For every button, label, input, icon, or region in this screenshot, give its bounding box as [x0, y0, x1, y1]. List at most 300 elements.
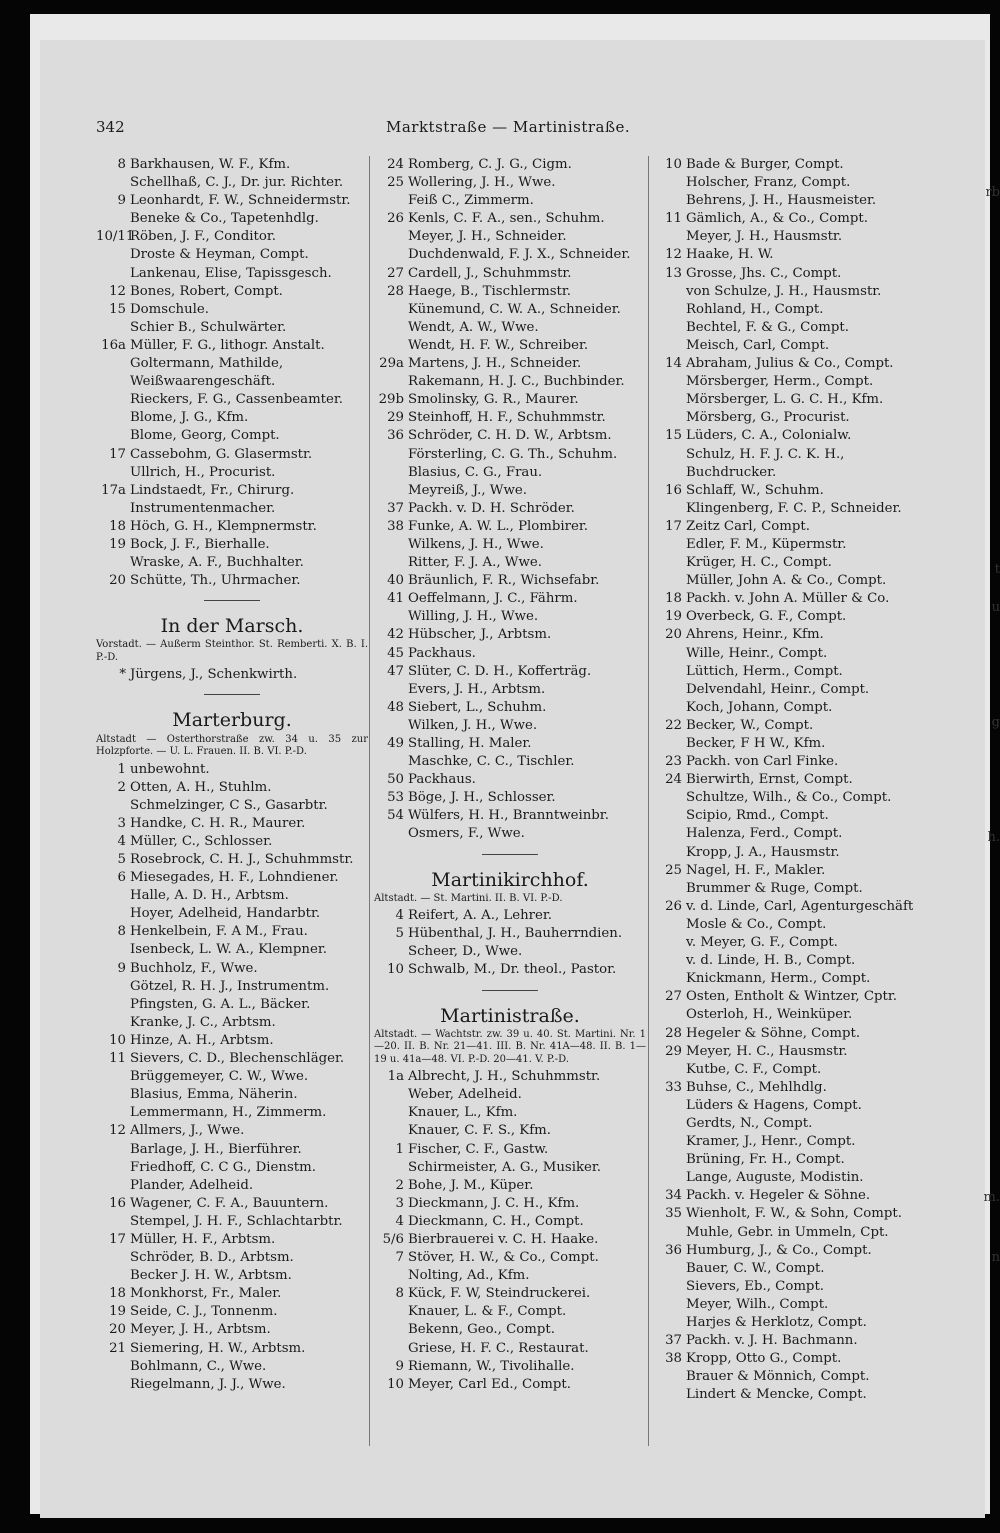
house-number: 4: [395, 908, 404, 924]
resident-text: Dieckmann, J. C. H., Kfm.: [408, 1195, 580, 1211]
resident-text: Scheer, D., Wwe.: [408, 944, 523, 960]
directory-entry: [374, 210, 646, 228]
directory-entry: [374, 789, 646, 807]
directory-entry: [374, 943, 646, 961]
section-title: Martinikirchhof.: [431, 868, 589, 891]
resident-text: Henkelbein, F. A M., Frau.: [130, 924, 308, 940]
resident-text: Seide, C. J., Tonnenm.: [130, 1304, 278, 1320]
resident-text: Künemund, C. W. A., Schneider.: [408, 301, 621, 317]
directory-entry: [652, 735, 932, 753]
directory-entry: [374, 961, 646, 979]
directory-entry: [652, 1242, 932, 1260]
resident-text: Halenza, Ferd., Compt.: [686, 826, 843, 842]
house-number: 45: [387, 645, 404, 661]
directory-entry: [96, 337, 368, 355]
directory-entry: [96, 797, 368, 815]
resident-text: Smolinsky, G. R., Maurer.: [408, 392, 579, 408]
resident-text: Becker, W., Compt.: [686, 717, 814, 733]
directory-entry: [652, 988, 932, 1006]
directory-entry: [96, 1303, 368, 1321]
section-title: Martinistraße.: [440, 1004, 580, 1027]
directory-entry: [96, 265, 368, 283]
section-title: In der Marsch.: [160, 615, 304, 638]
entry-list: [374, 1068, 646, 1394]
resident-text: Lüders & Hagens, Compt.: [686, 1097, 862, 1113]
directory-entry: [96, 283, 368, 301]
resident-text: Feiß C., Zimmerm.: [408, 193, 534, 209]
directory-entry: [96, 923, 368, 941]
resident-text: Kück, F. W, Steindruckerei.: [408, 1286, 591, 1302]
house-number: 25: [387, 175, 404, 191]
directory-entry: [374, 1376, 646, 1394]
resident-text: Romberg, C. J. G., Cigm.: [408, 157, 572, 172]
resident-text: Pfingsten, G. A. L., Bäcker.: [130, 996, 311, 1012]
entry-list: [96, 666, 368, 684]
house-number: 36: [387, 428, 404, 444]
section-description: Altstadt. — Wachtstr. zw. 39 u. 40. St. Martini. Nr. 1—20. II. B. Nr. 21—41. III. B. Nr. 41A—48. II. B. 1—19 u. 41a—48. VI. P.-D. 20—41. V. P.-D.: [374, 1028, 646, 1065]
resident-text: Wendt, H. F. W., Schreiber.: [408, 337, 589, 353]
resident-text: Osten, Entholt & Wintzer, Cptr.: [686, 989, 897, 1005]
resident-text: Müller, F. G., lithogr. Anstalt.: [130, 337, 325, 353]
house-number: 19: [665, 609, 682, 625]
house-number: 4: [395, 1213, 404, 1229]
directory-entry: [374, 1195, 646, 1213]
directory-entry: [374, 1340, 646, 1358]
house-number: 28: [665, 1025, 682, 1041]
section-divider: [204, 600, 260, 601]
directory-entry: [652, 427, 932, 445]
resident-text: Müller, John A. & Co., Compt.: [686, 573, 887, 589]
resident-text: unbewohnt.: [130, 761, 210, 777]
directory-entry: [96, 960, 368, 978]
directory-entry: [96, 319, 368, 337]
directory-entry: [96, 978, 368, 996]
resident-text: Handke, C. H. R., Maurer.: [130, 815, 306, 831]
directory-entry: [96, 1195, 368, 1213]
directory-entry: [652, 1224, 932, 1242]
resident-text: Ullrich, H., Procurist.: [130, 464, 276, 480]
directory-entry: [374, 771, 646, 789]
resident-text: Hübenthal, J. H., Bauherrndien.: [408, 926, 623, 942]
section-description: Altstadt — Osterthorstraße zw. 34 u. 35 zur Holzpforte. — U. L. Frauen. II. B. VI. P.-D.: [96, 733, 368, 758]
directory-entry: [96, 1321, 368, 1339]
resident-text: Böge, J. H., Schlosser.: [408, 790, 556, 806]
resident-text: Muhle, Gebr. in Ummeln, Cpt.: [686, 1224, 889, 1240]
house-number: 26: [665, 898, 682, 914]
directory-entry: [374, 645, 646, 663]
house-number: 16: [109, 1195, 126, 1211]
directory-entry: [652, 934, 932, 952]
resident-text: Kramer, J., Henr., Compt.: [686, 1134, 856, 1150]
resident-text: Nolting, Ad., Kfm.: [408, 1268, 530, 1284]
house-number: 12: [109, 283, 126, 299]
resident-text: Meyer, H. C., Hausmstr.: [686, 1043, 848, 1059]
directory-entry: [374, 1213, 646, 1231]
house-number: 29: [665, 1043, 682, 1059]
directory-entry: [652, 645, 932, 663]
resident-text: Plander, Adelheid.: [130, 1177, 254, 1193]
resident-text: Nagel, H. F., Makler.: [686, 862, 826, 878]
directory-entry: [652, 1278, 932, 1296]
house-number: 11: [109, 1051, 126, 1067]
resident-text: Meyer, J. H., Schneider.: [408, 229, 567, 245]
house-number: 8: [117, 157, 126, 172]
resident-text: Wilkens, J. H., Wwe.: [408, 536, 544, 552]
directory-entry: [374, 590, 646, 608]
directory-entry: [96, 1122, 368, 1140]
resident-text: Siebert, L., Schuhm.: [408, 699, 547, 715]
directory-entry: [374, 1068, 646, 1086]
directory-entry: [374, 717, 646, 735]
resident-text: Haake, H. W.: [686, 247, 774, 263]
resident-text: Ritter, F. J. A., Wwe.: [408, 555, 542, 571]
house-number: 22: [665, 717, 682, 733]
directory-entry: [652, 844, 932, 862]
resident-text: Mörsberg, G., Procurist.: [686, 410, 850, 426]
directory-entry: [652, 825, 932, 843]
resident-text: Knickmann, Herm., Compt.: [686, 971, 871, 987]
resident-text: Humburg, J., & Co., Compt.: [686, 1242, 872, 1258]
directory-entry: [374, 753, 646, 771]
directory-entry: [652, 862, 932, 880]
directory-entry: [652, 590, 932, 608]
section-description: Vorstadt. — Außerm Steinthor. St. Remberti. X. B. I. P.-D.: [96, 639, 368, 663]
directory-entry: [652, 1079, 932, 1097]
resident-text: Reifert, A. A., Lehrer.: [408, 908, 553, 924]
resident-text: Lüttich, Herm., Compt.: [686, 663, 843, 679]
resident-text: Halle, A. D. H., Arbtsm.: [130, 888, 289, 904]
resident-text: Rieckers, F. G., Cassenbeamter.: [130, 392, 344, 408]
resident-text: Steinhoff, H. F., Schuhmmstr.: [408, 410, 606, 426]
resident-text: Klingenberg, F. C. P., Schneider.: [686, 500, 902, 516]
directory-entry: [96, 1086, 368, 1104]
directory-entry: [374, 1303, 646, 1321]
directory-entry: [652, 1169, 932, 1187]
house-number: 42: [387, 627, 404, 643]
directory-entry: [96, 174, 368, 192]
house-number: 26: [387, 211, 404, 227]
resident-text: Lindert & Mencke, Compt.: [686, 1387, 867, 1403]
resident-text: Kenls, C. F. A., sen., Schuhm.: [408, 211, 605, 227]
resident-text: Götzel, R. H. J., Instrumentm.: [130, 978, 330, 994]
directory-entry: [374, 554, 646, 572]
resident-text: Weber, Adelheid.: [408, 1087, 522, 1103]
directory-entry: [374, 446, 646, 464]
house-number: *: [119, 667, 126, 683]
directory-entry: [96, 779, 368, 797]
house-number: 47: [387, 663, 404, 679]
directory-entry: [96, 1050, 368, 1068]
resident-text: Goltermann, Mathilde, Weißwaarengeschäft.: [130, 356, 284, 390]
house-number: 53: [387, 790, 404, 806]
house-number: 12: [665, 247, 682, 263]
resident-text: Domschule.: [130, 301, 210, 317]
house-number: 24: [665, 772, 682, 788]
section-title: Marterburg.: [172, 709, 292, 732]
directory-entry: [374, 319, 646, 337]
resident-text: Wraske, A. F., Buchhalter.: [130, 555, 304, 571]
resident-text: Meyer, J. H., Hausmstr.: [686, 229, 843, 245]
house-number: 1: [117, 761, 126, 777]
house-number: 15: [109, 301, 126, 317]
resident-text: Fischer, C. F., Gastw.: [408, 1141, 549, 1157]
resident-text: Isenbeck, L. W. A., Klempner.: [130, 942, 327, 958]
house-number: 1a: [387, 1069, 404, 1085]
resident-text: Knauer, L. & F., Compt.: [408, 1304, 567, 1320]
resident-text: Meyer, Carl Ed., Compt.: [408, 1376, 571, 1392]
directory-entry: [96, 156, 368, 174]
house-number: 19: [109, 1304, 126, 1320]
directory-entry: [652, 265, 932, 283]
resident-text: Brüning, Fr. H., Compt.: [686, 1152, 845, 1168]
resident-text: Wollering, J. H., Wwe.: [408, 175, 556, 191]
resident-text: Miesegades, H. F., Lohndiener.: [130, 870, 339, 886]
resident-text: Wagener, C. F. A., Bauuntern.: [130, 1195, 329, 1211]
resident-text: Packh. v. J. H. Bachmann.: [686, 1333, 858, 1349]
directory-entry: [652, 663, 932, 681]
directory-entry: [652, 1151, 932, 1169]
resident-text: Albrecht, J. H., Schuhmmstr.: [408, 1069, 601, 1085]
directory-entry: [652, 753, 932, 771]
entry-list: [374, 156, 646, 844]
adjacent-page-bleed: [983, 0, 1000, 1533]
resident-text: Grosse, Jhs. C., Compt.: [686, 265, 842, 281]
directory-entry: [96, 355, 368, 391]
resident-text: Becker J. H. W., Arbtsm.: [130, 1268, 292, 1284]
directory-entry: [96, 1249, 368, 1267]
resident-text: Meyer, Wilh., Compt.: [686, 1296, 829, 1312]
resident-text: Ahrens, Heinr., Kfm.: [686, 627, 824, 643]
directory-entry: [374, 265, 646, 283]
directory-entry: [96, 228, 368, 246]
house-number: 15: [665, 428, 682, 444]
directory-entry: [652, 1386, 932, 1404]
house-number: 36: [665, 1242, 682, 1258]
directory-entry: [652, 717, 932, 735]
house-number: 27: [665, 989, 682, 1005]
directory-entry: [374, 1267, 646, 1285]
resident-text: Siemering, H. W., Arbtsm.: [130, 1340, 306, 1356]
resident-text: Packh. v. Hegeler & Söhne.: [686, 1188, 871, 1204]
directory-entry: [96, 1032, 368, 1050]
resident-text: Packh. von Carl Finke.: [686, 754, 839, 770]
directory-entry: [652, 898, 932, 916]
entry-list: [96, 761, 368, 1394]
resident-text: Lemmermann, H., Zimmerm.: [130, 1105, 327, 1121]
house-number: 5: [117, 852, 126, 867]
directory-entry: [96, 761, 368, 779]
resident-text: Mörsberger, L. G. C. H., Kfm.: [686, 392, 884, 408]
house-number: 18: [665, 591, 682, 607]
directory-entry: [96, 464, 368, 482]
resident-text: Leonhardt, F. W., Schneidermstr.: [130, 193, 351, 209]
resident-text: Abraham, Julius & Co., Compt.: [686, 356, 894, 372]
resident-text: Monkhorst, Fr., Maler.: [130, 1286, 282, 1302]
directory-entry: [652, 192, 932, 210]
directory-entry: [96, 409, 368, 427]
resident-text: Schlaff, W., Schuhm.: [686, 482, 824, 498]
resident-text: Blasius, Emma, Näherin.: [130, 1087, 298, 1103]
directory-entry: [374, 735, 646, 753]
directory-entry: [96, 869, 368, 887]
house-number: 1: [395, 1141, 404, 1157]
resident-text: Försterling, C. G. Th., Schuhm.: [408, 446, 618, 462]
directory-entry: [374, 301, 646, 319]
resident-text: Blome, Georg, Compt.: [130, 428, 280, 444]
resident-text: Schirmeister, A. G., Musiker.: [408, 1159, 602, 1175]
bleed-letter: m.: [983, 1190, 1000, 1205]
resident-text: Jürgens, J., Schenkwirth.: [130, 667, 298, 683]
house-number: 20: [109, 573, 126, 589]
resident-text: Riemann, W., Tivolihalle.: [408, 1358, 575, 1374]
resident-text: Bauer, C. W., Compt.: [686, 1260, 825, 1276]
house-number: 18: [109, 1286, 126, 1302]
directory-entry: [96, 301, 368, 319]
house-number: 18: [109, 518, 126, 534]
directory-entry: [652, 1368, 932, 1386]
resident-text: Müller, H. F., Arbtsm.: [130, 1231, 276, 1247]
resident-text: Riegelmann, J. J., Wwe.: [130, 1376, 286, 1392]
directory-entry: [96, 427, 368, 445]
bleed-letter: rb: [985, 185, 1000, 200]
directory-entry: [652, 1314, 932, 1332]
directory-entry: [652, 572, 932, 590]
resident-text: Wülfers, H. H., Branntweinbr.: [408, 808, 609, 824]
directory-entry: [652, 1097, 932, 1115]
directory-entry: [652, 373, 932, 391]
resident-text: Schröder, C. H. D. W., Arbtsm.: [408, 428, 612, 444]
resident-text: Schulz, H. F. J. C. K. H., Buchdrucker.: [686, 446, 845, 480]
resident-text: Schultze, Wilh., & Co., Compt.: [686, 790, 892, 806]
resident-text: Bohe, J. M., Küper.: [408, 1177, 534, 1193]
directory-entry: [652, 681, 932, 699]
directory-entry: [96, 1285, 368, 1303]
directory-entry: [96, 192, 368, 210]
directory-entry: [374, 156, 646, 174]
resident-text: Buhse, C., Mehlhdlg.: [686, 1079, 827, 1095]
house-number: 7: [395, 1250, 404, 1266]
directory-entry: [374, 482, 646, 500]
directory-entry: [374, 663, 646, 681]
directory-entry: [96, 666, 368, 684]
house-number: 40: [387, 573, 404, 589]
directory-entry: [652, 916, 932, 934]
resident-text: Beneke & Co., Tapetenhdlg.: [130, 211, 319, 227]
directory-entry: [374, 373, 646, 391]
directory-entry: [96, 851, 368, 869]
directory-entry: [374, 699, 646, 717]
directory-entry: [652, 210, 932, 228]
directory-entry: [96, 1141, 368, 1159]
bleed-letter: n: [991, 1250, 1000, 1265]
resident-text: Bräunlich, F. R., Wichsefabr.: [408, 573, 600, 589]
directory-entry: [652, 970, 932, 988]
running-head: Marktstraße — Martinistraße.: [386, 118, 631, 136]
resident-text: Evers, J. H., Arbtsm.: [408, 681, 546, 697]
house-number: 12: [109, 1123, 126, 1139]
directory-entry: [652, 699, 932, 717]
directory-entry: [374, 681, 646, 699]
directory-entry: [96, 391, 368, 409]
directory-entry: [96, 905, 368, 923]
directory-entry: [652, 174, 932, 192]
house-number: 17a: [101, 482, 126, 498]
house-number: 3: [395, 1195, 404, 1211]
bleed-letter: t: [994, 562, 1000, 577]
directory-entry: [652, 156, 932, 174]
resident-text: Overbeck, G. F., Compt.: [686, 609, 847, 625]
resident-text: Gerdts, N., Compt.: [686, 1115, 813, 1131]
resident-text: Schröder, B. D., Arbtsm.: [130, 1250, 294, 1266]
directory-entry: [96, 572, 368, 590]
house-number: 48: [387, 699, 404, 715]
directory-entry: [374, 1141, 646, 1159]
house-number: 2: [117, 779, 126, 795]
directory-entry: [374, 192, 646, 210]
entry-list: [652, 156, 932, 1404]
resident-text: Mörsberger, Herm., Compt.: [686, 374, 874, 390]
resident-text: Mosle & Co., Compt.: [686, 916, 827, 932]
section-description: Altstadt. — St. Martini. II. B. VI. P.-D.: [374, 892, 563, 904]
house-number: 2: [395, 1177, 404, 1193]
house-number: 19: [109, 536, 126, 552]
directory-entry: [652, 789, 932, 807]
directory-entry: [652, 771, 932, 789]
directory-entry: [374, 409, 646, 427]
directory-entry: [652, 1350, 932, 1368]
resident-text: Allmers, J., Wwe.: [130, 1123, 245, 1139]
house-number: 21: [109, 1340, 126, 1356]
house-number: 6: [117, 870, 126, 886]
resident-text: Lange, Auguste, Modistin.: [686, 1170, 864, 1186]
resident-text: Sievers, C. D., Blechenschläger.: [130, 1051, 345, 1067]
resident-text: Kropp, J. A., Hausmstr.: [686, 844, 840, 860]
directory-entry: [652, 319, 932, 337]
directory-entry: [374, 572, 646, 590]
house-number: 16a: [101, 337, 126, 353]
directory-entry: [652, 807, 932, 825]
house-number: 10: [665, 157, 682, 172]
directory-entry: [374, 608, 646, 626]
resident-text: Dieckmann, C. H., Compt.: [408, 1213, 584, 1229]
directory-entry: [96, 446, 368, 464]
directory-entry: [652, 246, 932, 264]
resident-text: Oeffelmann, J. C., Fährm.: [408, 591, 578, 607]
resident-text: Bierwirth, Ernst, Compt.: [686, 772, 853, 788]
resident-text: Lindstaedt, Fr., Chirurg. Instrumentenmacher.: [130, 482, 295, 516]
house-number: 38: [665, 1351, 682, 1367]
directory-entry: [96, 1267, 368, 1285]
directory-entry: [96, 518, 368, 536]
directory-entry: [652, 1187, 932, 1205]
directory-entry: [652, 554, 932, 572]
resident-text: v. Meyer, G. F., Compt.: [686, 935, 838, 951]
directory-entry: [374, 1086, 646, 1104]
directory-entry: [96, 996, 368, 1014]
resident-text: Bohlmann, C., Wwe.: [130, 1358, 267, 1374]
directory-entry: [374, 626, 646, 644]
house-number: 8: [395, 1286, 404, 1302]
resident-text: Willing, J. H., Wwe.: [408, 609, 539, 625]
page-header: [96, 118, 960, 142]
house-number: 50: [387, 772, 404, 788]
resident-text: Hübscher, J., Arbtsm.: [408, 627, 552, 643]
resident-text: Martens, J. H., Schneider.: [408, 356, 582, 372]
directory-entry: [96, 1177, 368, 1195]
directory-entry: [652, 446, 932, 482]
resident-text: Behrens, J. H., Hausmeister.: [686, 193, 877, 209]
house-number: 20: [665, 627, 682, 643]
